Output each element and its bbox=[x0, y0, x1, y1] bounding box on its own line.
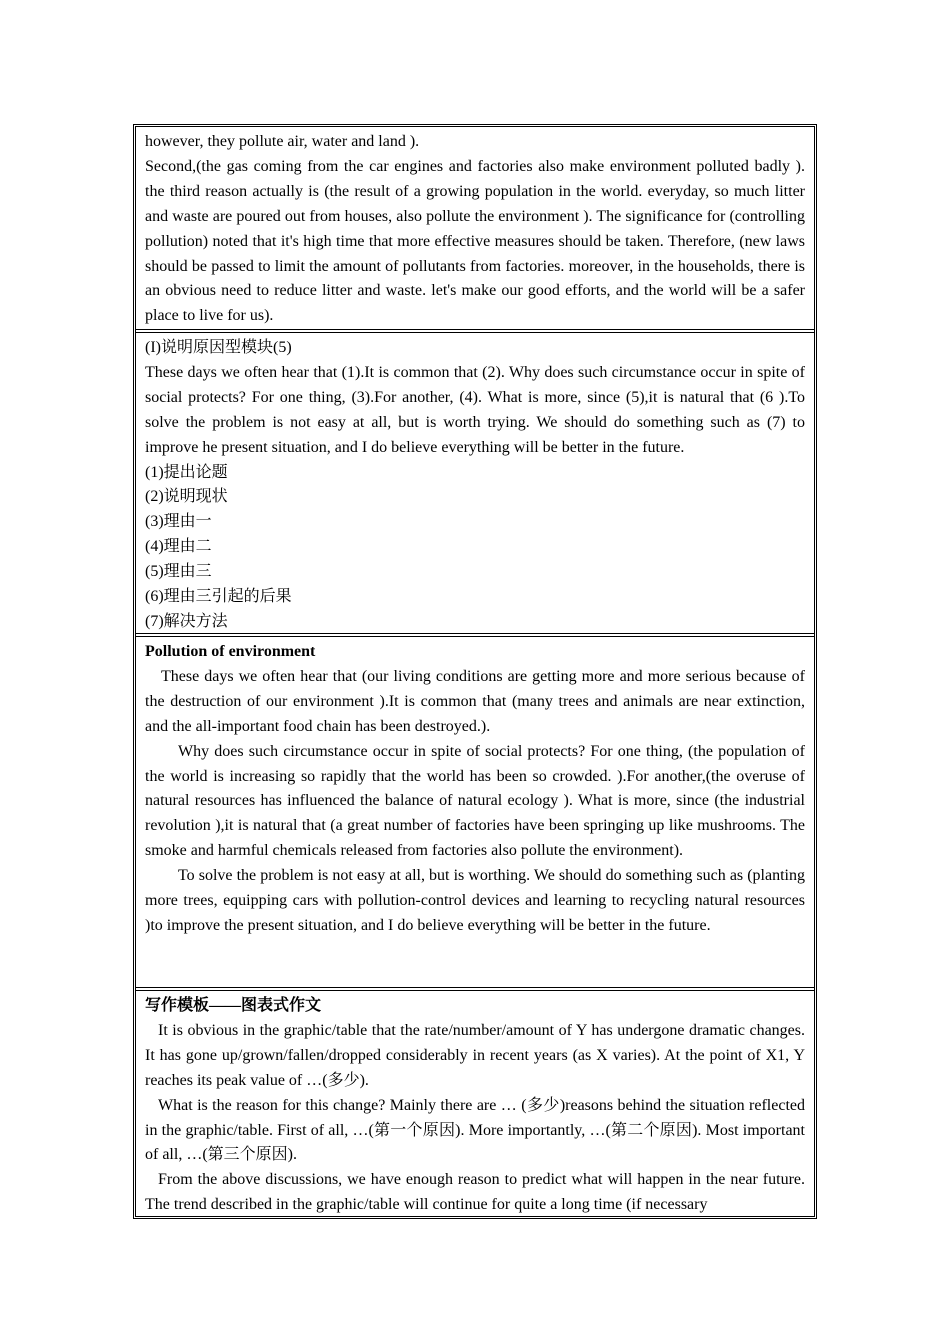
template-paragraph: These days we often hear that (1).It is common that (2). Why does such circumstance occur in spite of social protects? For one thing, (3).For another, (4). What is more, since (5),it is natural that (6 ).To solve the problem is not easy at all, but is worth trying. We should do something such as (7) to improve he present situation, and I do believe everything will be better in the future. bbox=[145, 363, 805, 456]
section-heading: (I)说明原因型模块(5) bbox=[145, 339, 292, 356]
table-cell-sample-essay bbox=[136, 633, 814, 987]
note-item: (1)提出论题 bbox=[145, 463, 228, 481]
paragraph: however, they pollute air, water and land ). bbox=[145, 133, 420, 150]
template-title: 写作模板——图表式作文 bbox=[145, 997, 322, 1014]
paragraph: From the above discussions, we have enough reason to predict what will happen in the near future. The trend described in the graphic/table will continue for quite a long time (if necessary bbox=[145, 1171, 805, 1214]
note-item: (3)理由一 bbox=[145, 513, 212, 531]
note-item: (6)理由三引起的后果 bbox=[145, 588, 292, 606]
paragraph: It is obvious in the graphic/table that the rate/number/amount of Y has undergone dramatic changes. It has gone up/grown/fallen/dropped considerably in recent years (as X varies). At the point of X1, Y reaches its peak value of …(多少). bbox=[145, 1021, 805, 1089]
paragraph: Why does such circumstance occur in spite of social protects? For one thing, (the population of the world is increasing so rapidly that the world has been so crowded. ).For another,(the overuse of natural resources has influenced the balance of natural ecology ). What is more, since (the industrial revolution ),it is natural that (a great number of factories have been springing up like mushrooms. The smoke and harmful chemicals released from factories also pollute the environment). bbox=[145, 742, 805, 860]
paragraph: Second,(the gas coming from the car engines and factories also make environment polluted badly ). the third reason actually is (the result of a growing population in the world. everyday, so much litter and waste are poured out from houses, also pollute the environment ). The significance for (controlling pollution) noted that it's high time that more effective measures should be taken. Therefore, (new laws should be passed to limit the amount of pollutants from factories. moreover, in the households, there is an obvious need to reduce litter and waste. let's make our good efforts, and the world will be a safer place to live for us). bbox=[145, 157, 805, 325]
table-cell-pollution-reasons bbox=[136, 127, 814, 329]
note-item: (7)解决方法 bbox=[145, 612, 228, 630]
note-item: (5)理由三 bbox=[145, 563, 212, 581]
note-item: (2)说明现状 bbox=[145, 488, 228, 506]
table-cell-chart-template bbox=[136, 987, 814, 1216]
essay-title: Pollution of environment bbox=[145, 643, 316, 660]
document-table bbox=[133, 124, 817, 1219]
paragraph: These days we often hear that (our living conditions are getting more and more serious because of the destruction of our environment ).It is common that (many trees and animals are near extinction, and the all-important food chain has been destroyed.). bbox=[145, 667, 805, 735]
paragraph: To solve the problem is not easy at all, but is worthing. We should do something such as (planting more trees, equipping cars with pollution-control devices and learning to recycling natural resources )to improve the present situation, and I do believe everything will be better in the future. bbox=[145, 867, 805, 934]
paragraph: What is the reason for this change? Mainly there are … (多少)reasons behind the situation reflected in the graphic/table. First of all, …(第一个原因). More importantly, …(第二个原因). Most important of all, …(第三个原因). bbox=[145, 1096, 805, 1164]
table-cell-cause-template bbox=[136, 329, 814, 633]
note-item: (4)理由二 bbox=[145, 538, 212, 556]
